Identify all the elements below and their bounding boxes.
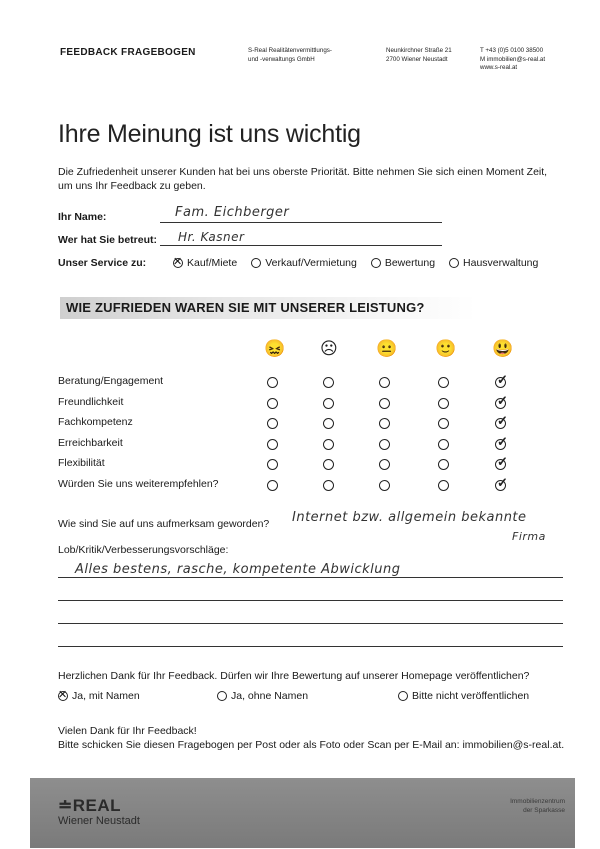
feedback-line (58, 646, 563, 647)
footer-location: Wiener Neustadt (58, 815, 140, 827)
agent-underline (160, 245, 442, 246)
rating-radio[interactable] (267, 439, 278, 450)
happy-face-icon: 🙂 (435, 339, 457, 358)
rating-radio[interactable] (379, 398, 390, 409)
source-answer-continued[interactable]: Firma (512, 530, 546, 543)
rating-radio[interactable] (267, 398, 278, 409)
source-question: Wie sind Sie auf uns aufmerksam geworden? (58, 518, 270, 530)
intro-text (58, 165, 578, 193)
rating-radio[interactable] (323, 439, 334, 450)
checked-radio-icon[interactable] (58, 691, 68, 701)
rating-radio[interactable] (379, 480, 390, 491)
rating-radio[interactable] (438, 439, 449, 450)
company-info (248, 47, 332, 64)
rating-radio[interactable] (323, 398, 334, 409)
rating-radio[interactable] (323, 418, 334, 429)
rating-radio[interactable] (267, 459, 278, 470)
rating-row-label: Erreichbarkeit (58, 436, 123, 449)
name-underline (160, 222, 442, 223)
website-line: www.s-real.at (480, 64, 518, 71)
rating-radio[interactable] (379, 459, 390, 470)
intro-line: Die Zufriedenheit unserer Kunden hat bei uns oberste Priorität. Bitte nehmen Sie sich einen Moment Zeit, (58, 166, 548, 178)
company-line: und -verwaltungs GmbH (248, 55, 315, 63)
neutral-face-icon: 😐 (376, 339, 398, 358)
address-line: Neunkirchner Straße 21 (386, 47, 452, 54)
source-answer[interactable]: Internet bzw. allgemein bekannte (292, 510, 527, 525)
closing-instructions: Bitte schicken Sie diesen Fragebogen per Post oder als Foto oder Scan per E-Mail an: immobilien@s-real.at. (58, 739, 565, 751)
check-mark-icon: ✓ (497, 413, 508, 428)
phone-line: T +43 (0)5 0100 38500 (480, 47, 544, 54)
rating-row-label: Flexibilität (58, 457, 105, 469)
rating-radio[interactable] (323, 480, 334, 491)
option-label: Hausverwaltung (463, 257, 539, 269)
publish-option-no[interactable] (398, 690, 529, 702)
rating-radio[interactable] (379, 377, 390, 388)
service-option-bewertung[interactable] (371, 257, 435, 269)
rating-radio[interactable] (438, 398, 449, 409)
contact-info (480, 47, 545, 73)
check-mark-icon: ✓ (497, 372, 508, 387)
very-unhappy-face-icon: 😖 (264, 339, 286, 358)
rating-radio[interactable] (438, 480, 449, 491)
rating-radio[interactable] (438, 459, 449, 470)
feedback-line (58, 623, 563, 624)
feedback-line (58, 600, 563, 601)
rating-radio[interactable] (379, 418, 390, 429)
rating-radio[interactable] (267, 377, 278, 388)
publish-option-with-name[interactable] (58, 690, 140, 702)
feedback-label: Lob/Kritik/Verbesserungsvorschläge: (58, 544, 229, 556)
section-title: WIE ZUFRIEDEN WAREN SIE MIT UNSERER LEISTUNG? (66, 300, 425, 315)
rating-radio[interactable] (438, 418, 449, 429)
sreal-logo: ≐REAL (58, 796, 122, 815)
check-mark-icon: ✓ (497, 474, 508, 490)
option-label: Verkauf/Vermietung (265, 257, 357, 269)
very-happy-face-icon: 😃 (492, 339, 514, 358)
footer-tagline (495, 797, 565, 815)
rating-radio[interactable] (323, 459, 334, 470)
name-label: Ihr Name: (58, 211, 107, 223)
option-label: Ja, mit Namen (72, 690, 140, 702)
rating-radio[interactable] (323, 377, 334, 388)
company-line: S-Real Realitätenvermittlungs- (248, 47, 332, 54)
closing-thanks: Vielen Dank für Ihr Feedback! (58, 725, 197, 737)
checked-radio-icon[interactable] (173, 258, 183, 268)
service-option-verkauf[interactable] (251, 257, 357, 269)
radio-icon[interactable] (449, 258, 459, 268)
rating-row-label: Würden Sie uns weiterempfehlen? (58, 477, 219, 490)
check-mark-icon: ✓ (497, 433, 508, 449)
tagline-line: Immobilienzentrum (510, 798, 565, 805)
publish-question: Herzlichen Dank für Ihr Feedback. Dürfen wir Ihre Bewertung auf unserer Homepage veröffentlichen? (58, 670, 530, 682)
check-mark-icon: ✓ (497, 392, 508, 408)
agent-label: Wer hat Sie betreut: (58, 234, 157, 246)
form-title: FEEDBACK FRAGEBOGEN (60, 47, 196, 58)
agent-field[interactable]: Hr. Kasner (178, 230, 245, 244)
rating-radio[interactable] (267, 480, 278, 491)
option-label: Ja, ohne Namen (231, 690, 309, 702)
option-label: Bitte nicht veröffentlichen (412, 690, 530, 702)
publish-option-without-name[interactable] (217, 690, 308, 702)
radio-icon[interactable] (251, 258, 261, 268)
option-label: Kauf/Miete (187, 257, 238, 269)
service-option-kauf[interactable] (173, 257, 237, 269)
intro-line: um uns Ihr Feedback zu geben. (58, 180, 206, 192)
service-label: Unser Service zu: (58, 257, 147, 269)
rating-radio[interactable] (379, 439, 390, 450)
service-options (173, 257, 538, 269)
feedback-answer[interactable]: Alles bestens, rasche, kompetente Abwicklung (75, 562, 401, 577)
address-line: 2700 Wiener Neustadt (386, 55, 448, 63)
radio-icon[interactable] (398, 691, 408, 701)
feedback-line (58, 577, 563, 578)
check-mark-icon: ✓ (497, 454, 508, 469)
address-info (386, 47, 452, 64)
rating-radio[interactable] (438, 377, 449, 388)
option-label: Bewertung (384, 257, 436, 269)
name-field[interactable]: Fam. Eichberger (175, 205, 290, 220)
page-headline: Ihre Meinung ist uns wichtig (58, 120, 361, 148)
radio-icon[interactable] (217, 691, 227, 701)
unhappy-face-icon: ☹ (320, 339, 338, 358)
service-option-hausverwaltung[interactable] (449, 257, 538, 269)
rating-row-label: Freundlichkeit (58, 395, 124, 408)
rating-radio[interactable] (267, 418, 278, 429)
rating-row-label: Beratung/Engagement (58, 375, 164, 387)
tagline-line: der Sparkasse (523, 807, 565, 814)
rating-row-label: Fachkompetenz (58, 416, 133, 428)
email-line: M immobilien@s-real.at (480, 55, 546, 63)
radio-icon[interactable] (371, 258, 381, 268)
